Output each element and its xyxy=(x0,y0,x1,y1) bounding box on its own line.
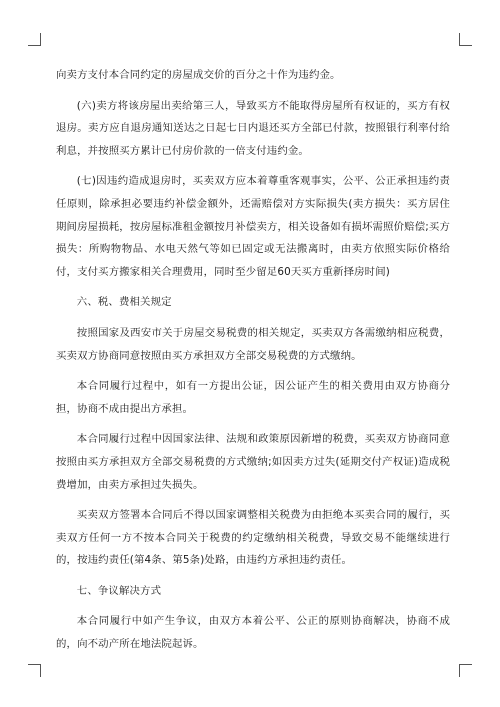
crop-mark-bottom-left xyxy=(28,664,41,677)
paragraph-dispute-resolution: 本合同履行中如产生争议，由双方本着公平、公正的原则协商解决，协商不成的，向不动产所在地法院起诉。 xyxy=(56,615,450,651)
paragraph-continuation: 向卖方支付本合同约定的房屋成交价的百分之十作为违约金。 xyxy=(56,69,341,81)
clause-7: (七)因违约造成退房时，买卖双方应本着尊重客观事实，公平、公正承担违约责任原则，除承担必要违约补偿金额外，还需赔偿对方实际损失(卖方损失：买方居住期间房屋损耗，按房屋标准租金额按月补偿卖方，相关设备如有损坏需照价赔偿;买方损失：所购物物品、水电天然气等如已固定或无法搬离时，由卖方依照实际价格给付，支付买方搬家相关合理费用，同时至少留足60天买方重新择房时间) xyxy=(56,175,450,278)
clause-6: (六)卖方将该房屋出卖给第三人，导致买方不能取得房屋所有权证的，买方有权退房。卖方应自退房通知送达之日起七日内退还买方全部已付款，按照银行利率付给利息，并按照买方累计已付房价款的一倍支付违约金。 xyxy=(56,99,450,157)
section-heading-taxes: 六、税、费相关规定 xyxy=(76,296,172,309)
paragraph-notary-fee: 本合同履行过程中，如有一方提出公证，因公证产生的相关费用由双方协商分担，协商不成由提出方承担。 xyxy=(56,380,450,415)
document-body xyxy=(56,64,450,664)
paragraph-tax-rule: 按照国家及西安市关于房屋交易税费的相关规定，买卖双方各需缴纳相应税费，买卖双方协商同意按照由买方承担双方全部交易税费的方式缴纳。 xyxy=(56,326,450,362)
crop-mark-bottom-right xyxy=(459,664,472,677)
section-heading-disputes: 七、争议解决方式 xyxy=(76,584,162,597)
crop-mark-top-right xyxy=(459,33,472,46)
crop-mark-top-left xyxy=(28,33,41,46)
paragraph-tax-adjustment: 买卖双方签署本合同后不得以国家调整相关税费为由拒绝本买卖合同的履行，买卖双方任何一方不按本合同关于税费的约定缴纳相关税费，导致交易不能继续进行的，按违约责任(第4条、第5条)处路，由违约方承担违约责任。 xyxy=(56,509,450,567)
paragraph-new-taxes: 本合同履行过程中因国家法律、法规和政策原因新增的税费，买卖双方协商同意按照由买方承担双方全部交易税费的方式缴纳;如因卖方过失(延期交付产权证)造成税费增加，由卖方承担过失损失。 xyxy=(56,433,450,491)
